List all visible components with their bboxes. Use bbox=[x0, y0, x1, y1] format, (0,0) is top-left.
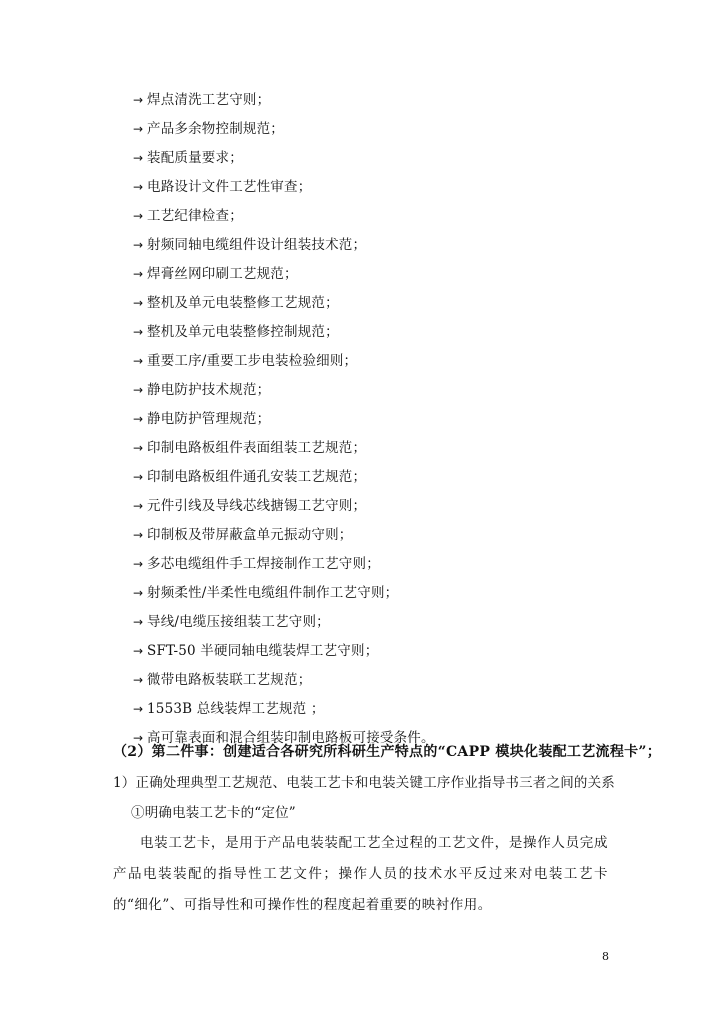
list-item-text: 产品多余物控制规范； bbox=[147, 121, 284, 137]
list-item-text: 射频同轴电缆组件设计组装技术范； bbox=[147, 237, 367, 253]
list-item bbox=[133, 117, 613, 146]
list-item bbox=[133, 349, 613, 378]
body-paragraph: 电装工艺卡，是用于产品电装装配工艺全过程的工艺文件，是操作人员完成产品电装装配的指导性工艺文件；操作人员的技术水平反过来对电装工艺卡的“细化”、可指导性和可操作性的程度起着重要的映衬作用。 bbox=[113, 835, 608, 913]
list-item-text: 焊点清洗工艺守则； bbox=[147, 92, 271, 108]
list-item-text: 重要工序/重要工步电装检验细则； bbox=[147, 353, 358, 369]
list-item bbox=[133, 233, 613, 262]
standards-list bbox=[133, 88, 613, 755]
list-item bbox=[133, 378, 613, 407]
arrow-icon: → bbox=[133, 528, 144, 542]
page-number: 8 bbox=[602, 950, 609, 963]
list-item-text: 电路设计文件工艺性审查； bbox=[147, 179, 312, 195]
subsubheading: ①明确电装工艺卡的“定位” bbox=[131, 805, 296, 821]
list-item-text: 射频柔性/半柔性电缆组件制作工艺守则； bbox=[147, 585, 399, 601]
arrow-icon: → bbox=[133, 354, 144, 368]
list-item-text: 整机及单元电装整修工艺规范； bbox=[147, 295, 339, 311]
arrow-icon: → bbox=[133, 209, 144, 223]
list-item bbox=[133, 204, 613, 233]
arrow-icon: → bbox=[133, 296, 144, 310]
arrow-icon: → bbox=[133, 586, 144, 600]
list-item-text: 元件引线及导线芯线搪锡工艺守则； bbox=[147, 498, 367, 514]
list-item-text: 印制电路板组件表面组装工艺规范； bbox=[147, 440, 367, 456]
list-item bbox=[133, 436, 613, 465]
list-item-text: 焊膏丝网印刷工艺规范； bbox=[147, 266, 298, 282]
arrow-icon: → bbox=[133, 180, 144, 194]
arrow-icon: → bbox=[133, 122, 144, 136]
arrow-icon: → bbox=[133, 441, 144, 455]
list-item-text: 多芯电缆组件手工焊接制作工艺守则； bbox=[147, 556, 380, 572]
list-item-text: 1553B 总线装焊工艺规范 ； bbox=[147, 701, 325, 717]
list-item bbox=[133, 465, 613, 494]
list-item-text: 静电防护技术规范； bbox=[147, 382, 271, 398]
list-item-text: 印制板及带屏蔽盒单元振动守则； bbox=[147, 527, 353, 543]
list-item-text: 导线/电缆压接组装工艺守则； bbox=[147, 614, 330, 630]
arrow-icon: → bbox=[133, 470, 144, 484]
arrow-icon: → bbox=[133, 325, 144, 339]
arrow-icon: → bbox=[133, 93, 144, 107]
list-item bbox=[133, 581, 613, 610]
list-item bbox=[133, 697, 613, 726]
list-item bbox=[133, 552, 613, 581]
arrow-icon: → bbox=[133, 557, 144, 571]
arrow-icon: → bbox=[133, 412, 144, 426]
list-item bbox=[133, 523, 613, 552]
arrow-icon: → bbox=[133, 644, 144, 658]
list-item-text: 装配质量要求； bbox=[147, 150, 243, 166]
subheading: 1）正确处理典型工艺规范、电装工艺卡和电装关键工序作业指导书三者之间的关系 bbox=[113, 775, 615, 791]
arrow-icon: → bbox=[133, 702, 144, 716]
list-item bbox=[133, 610, 613, 639]
list-item-text: 高可靠表面和混合组装印制电路板可接受条件。 bbox=[147, 730, 435, 746]
list-item bbox=[133, 146, 613, 175]
list-item bbox=[133, 88, 613, 117]
arrow-icon: → bbox=[133, 267, 144, 281]
arrow-icon: → bbox=[133, 499, 144, 513]
list-item bbox=[133, 639, 613, 668]
section-heading: （2）第二件事：创建适合各研究所科研生产特点的“CAPP 模块化装配工艺流程卡”； bbox=[113, 744, 662, 760]
list-item-text: 印制电路板组件通孔安装工艺规范； bbox=[147, 469, 367, 485]
list-item-text: 静电防护管理规范； bbox=[147, 411, 271, 427]
arrow-icon: → bbox=[133, 238, 144, 252]
list-item-text: 整机及单元电装整修控制规范； bbox=[147, 324, 339, 340]
arrow-icon: → bbox=[133, 615, 144, 629]
list-item bbox=[133, 320, 613, 349]
arrow-icon: → bbox=[133, 673, 144, 687]
list-item bbox=[133, 262, 613, 291]
list-item bbox=[133, 291, 613, 320]
arrow-icon: → bbox=[133, 383, 144, 397]
arrow-icon: → bbox=[133, 731, 144, 745]
list-item-text: SFT-50 半硬同轴电缆装焊工艺守则； bbox=[147, 643, 379, 659]
list-item bbox=[133, 175, 613, 204]
list-item bbox=[133, 668, 613, 697]
list-item bbox=[133, 407, 613, 436]
list-item-text: 工艺纪律检查； bbox=[147, 208, 243, 224]
arrow-icon: → bbox=[133, 151, 144, 165]
list-item-text: 微带电路板装联工艺规范； bbox=[147, 672, 312, 688]
list-item bbox=[133, 494, 613, 523]
